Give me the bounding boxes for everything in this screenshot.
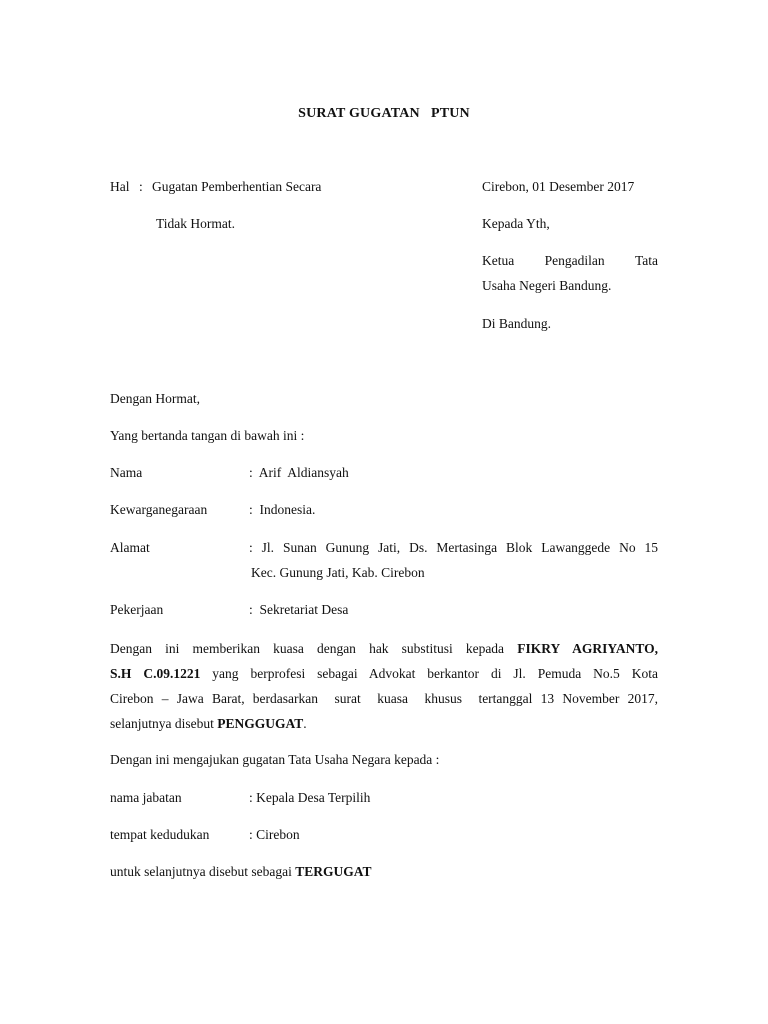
kewarganegaraan-value: : Indonesia. — [249, 502, 316, 517]
jabatan-value: : Kepala Desa Terpilih — [249, 790, 371, 805]
alamat-value-line2: Kec. Gunung Jati, Kab. Cirebon — [251, 565, 425, 580]
place-date: Cirebon, 01 Desember 2017 — [482, 179, 635, 194]
penggugat-term: PENGGUGAT — [217, 716, 304, 731]
recipient-location: Di Bandung. — [482, 316, 551, 331]
kuasa-paragraph — [110, 636, 658, 736]
pekerjaan-value: : Sekretariat Desa — [249, 602, 349, 617]
kuasa-line4 — [110, 711, 658, 736]
kuasa-line2 — [110, 661, 658, 686]
kuasa-line3-text: Cirebon – Jawa Barat, berdasarkan surat kuasa khusus tertanggal 13 November 2017, — [110, 691, 658, 706]
alamat-label: Alamat — [110, 540, 150, 555]
recipient-ketua-word1: Ketua — [482, 253, 515, 268]
advocate-name: FIKRY AGRIYANTO, — [517, 641, 659, 656]
kepada-yth: Kepada Yth, — [482, 216, 550, 231]
alamat-value-line1: : Jl. Sunan Gunung Jati, Ds. Mertasinga Blok Lawanggede No 15 — [249, 540, 658, 555]
kuasa-line3 — [110, 686, 658, 711]
greeting: Dengan Hormat, — [110, 391, 200, 406]
kuasa-line4-end: . — [303, 716, 307, 731]
advocate-credential: S.H C.09.1221 — [110, 666, 201, 681]
hal-label: Hal — [110, 179, 130, 194]
nama-value: : Arif Aldiansyah — [249, 465, 349, 480]
tergugat-term: TERGUGAT — [295, 864, 372, 879]
kuasa-line4-text: selanjutnya disebut — [110, 716, 214, 731]
tergugat-line-text: untuk selanjutnya disebut sebagai — [110, 864, 292, 879]
gugatan-intro: Dengan ini mengajukan gugatan Tata Usaha Negara kepada : — [110, 752, 440, 767]
nama-label: Nama — [110, 465, 143, 480]
hal-subject-line1: Gugatan Pemberhentian Secara — [152, 179, 322, 194]
hal-subject-line2: Tidak Hormat. — [156, 216, 236, 231]
recipient-ketua-line2: Usaha Negeri Bandung. — [482, 278, 612, 293]
tergugat-line — [110, 863, 371, 882]
recipient-ketua-line1 — [482, 252, 658, 271]
kuasa-line2-text: yang berprofesi sebagai Advokat berkantor di Jl. Pemuda No.5 Kota — [212, 666, 658, 681]
kuasa-line1-text: Dengan ini memberikan kuasa dengan hak substitusi kepada — [110, 641, 505, 656]
hal-separator: : — [139, 179, 143, 194]
document-title: SURAT GUGATAN PTUN — [298, 106, 470, 121]
recipient-ketua-word3: Tata — [634, 253, 658, 268]
tempat-label: tempat kedudukan — [110, 827, 210, 842]
pekerjaan-label: Pekerjaan — [110, 602, 164, 617]
recipient-ketua-word2: Pengadilan — [544, 253, 605, 268]
kewarganegaraan-label: Kewarganegaraan — [110, 502, 208, 517]
tempat-value: : Cirebon — [249, 827, 300, 842]
kuasa-line1 — [110, 636, 658, 661]
intro-line: Yang bertanda tangan di bawah ini : — [110, 428, 305, 443]
jabatan-label: nama jabatan — [110, 790, 182, 805]
